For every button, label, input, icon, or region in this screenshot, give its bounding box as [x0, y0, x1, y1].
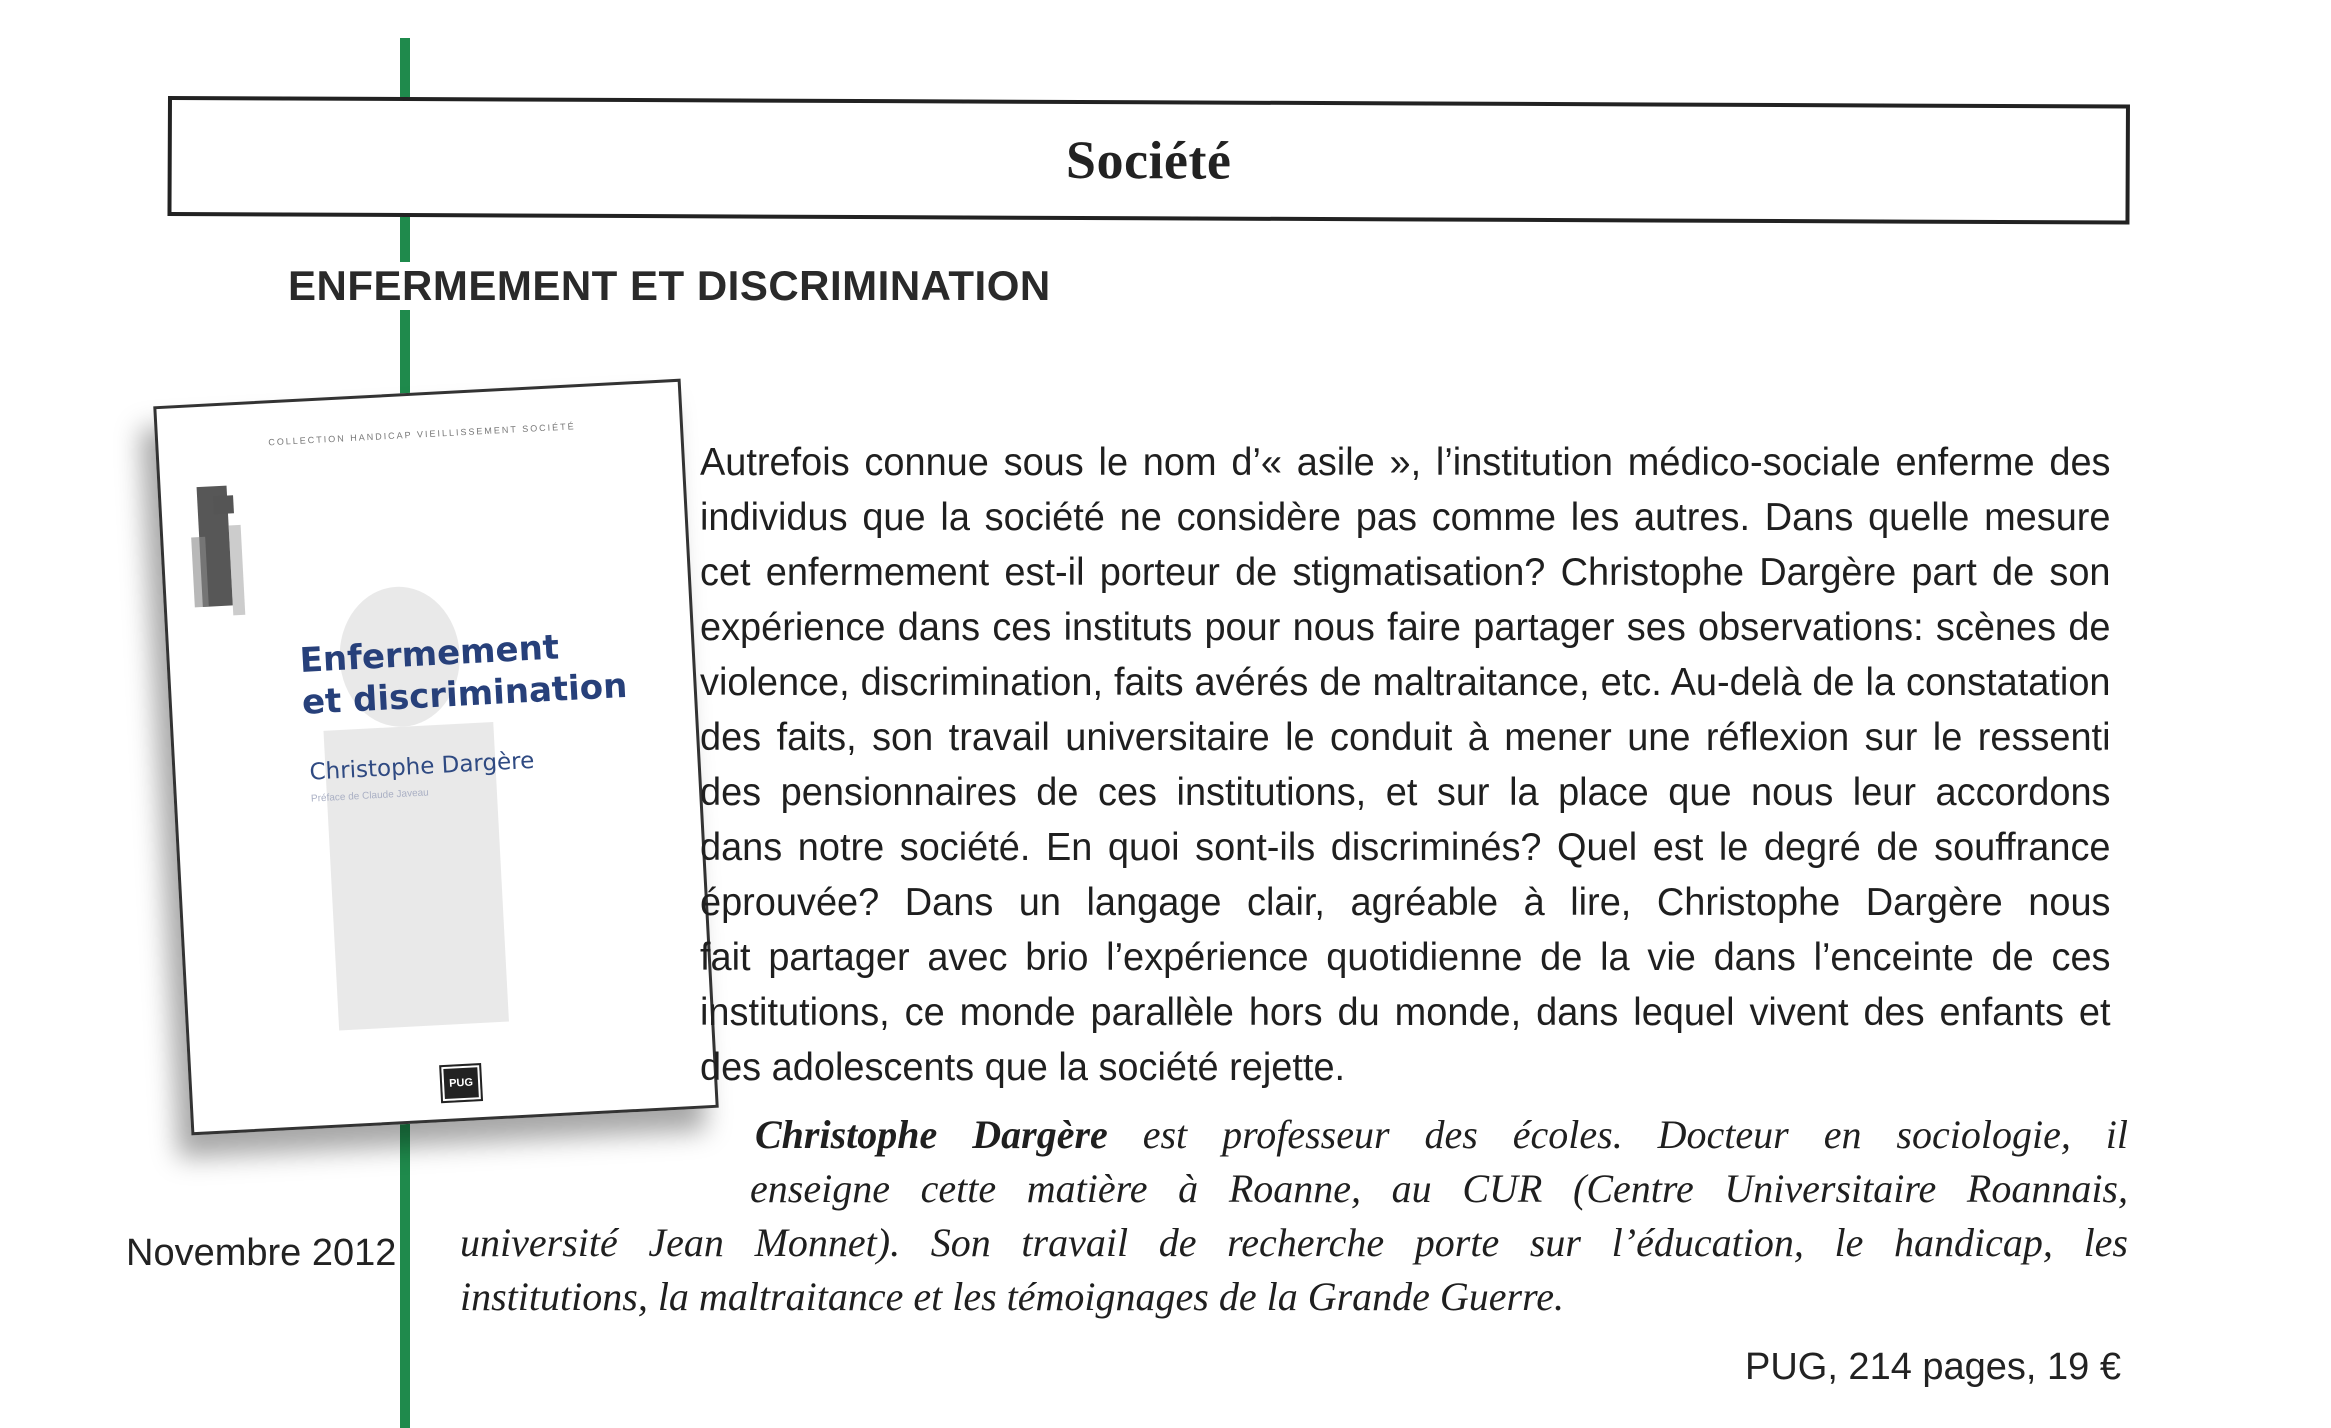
bio-line-1-text: est professeur des écoles. Docteur en sociologie, il: [1107, 1112, 2129, 1157]
body-line: des faits, son travail universitaire le conduit à mener une réflexion sur le ressenti: [700, 716, 2111, 759]
section-header-box: [167, 96, 2130, 225]
author-bio: [460, 1108, 2128, 1324]
bio-line-3: université Jean Monnet). Son travail de recherche porte sur l’éducation, le handicap, les: [460, 1220, 2128, 1265]
cover-publisher-logo: PUG: [441, 1065, 481, 1101]
body-line: éprouvée? Dans un langage clair, agréable à lire, Christophe Dargère nous: [700, 881, 2111, 924]
article-heading: ENFERMEMENT ET DISCRIMINATION: [288, 262, 1055, 310]
article-body: [700, 435, 2111, 1095]
body-line: institutions, ce monde parallèle hors du monde, dans lequel vivent des enfants et: [700, 991, 2111, 1034]
body-line: expérience dans ces instituts pour nous faire partager ses observations: scènes de: [700, 606, 2111, 649]
bio-line-2: enseigne cette matière à Roanne, au CUR (Centre Universitaire Roannais,: [750, 1166, 2128, 1211]
body-line: Autrefois connue sous le nom d’« asile », l’institution médico-sociale enferme des: [700, 441, 2111, 484]
cover-title: Enfermement et discrimination: [298, 627, 629, 723]
publication-date: Novembre 2012: [126, 1232, 397, 1274]
body-line: fait partager avec brio l’expérience quotidienne de la vie dans l’enceinte de ces: [700, 936, 2111, 979]
body-line: cet enfermement est-il porteur de stigmatisation? Christophe Dargère part de son: [700, 551, 2111, 594]
section-title: Société: [1065, 129, 1232, 191]
body-line: des pensionnaires de ces institutions, et sur la place que nous leur accordons: [700, 771, 2111, 814]
publisher-info: PUG, 214 pages, 19 €: [1744, 1346, 2121, 1388]
bio-author-name: Christophe Dargère: [755, 1112, 1108, 1157]
cover-author: Christophe Dargère: [308, 747, 535, 786]
cover-preface: Préface de Claude Javeau: [310, 787, 430, 805]
book-cover-image: [153, 379, 718, 1136]
bio-line-4: institutions, la maltraitance et les témoignages de la Grande Guerre.: [460, 1274, 1564, 1319]
body-line: individus que la société ne considère pas comme les autres. Dans quelle mesure: [700, 496, 2111, 539]
cover-collection-label: COLLECTION HANDICAP VIEILLISSEMENT SOCIÉTÉ: [268, 421, 576, 448]
bio-line-1: [460, 1108, 2128, 1162]
body-line: violence, discrimination, faits avérés de maltraitance, etc. Au-delà de la constatation: [700, 661, 2111, 704]
body-line: dans notre société. En quoi sont-ils discriminés? Quel est le degré de souffrance: [700, 826, 2111, 869]
body-line: des adolescents que la société rejette.: [700, 1046, 1346, 1089]
